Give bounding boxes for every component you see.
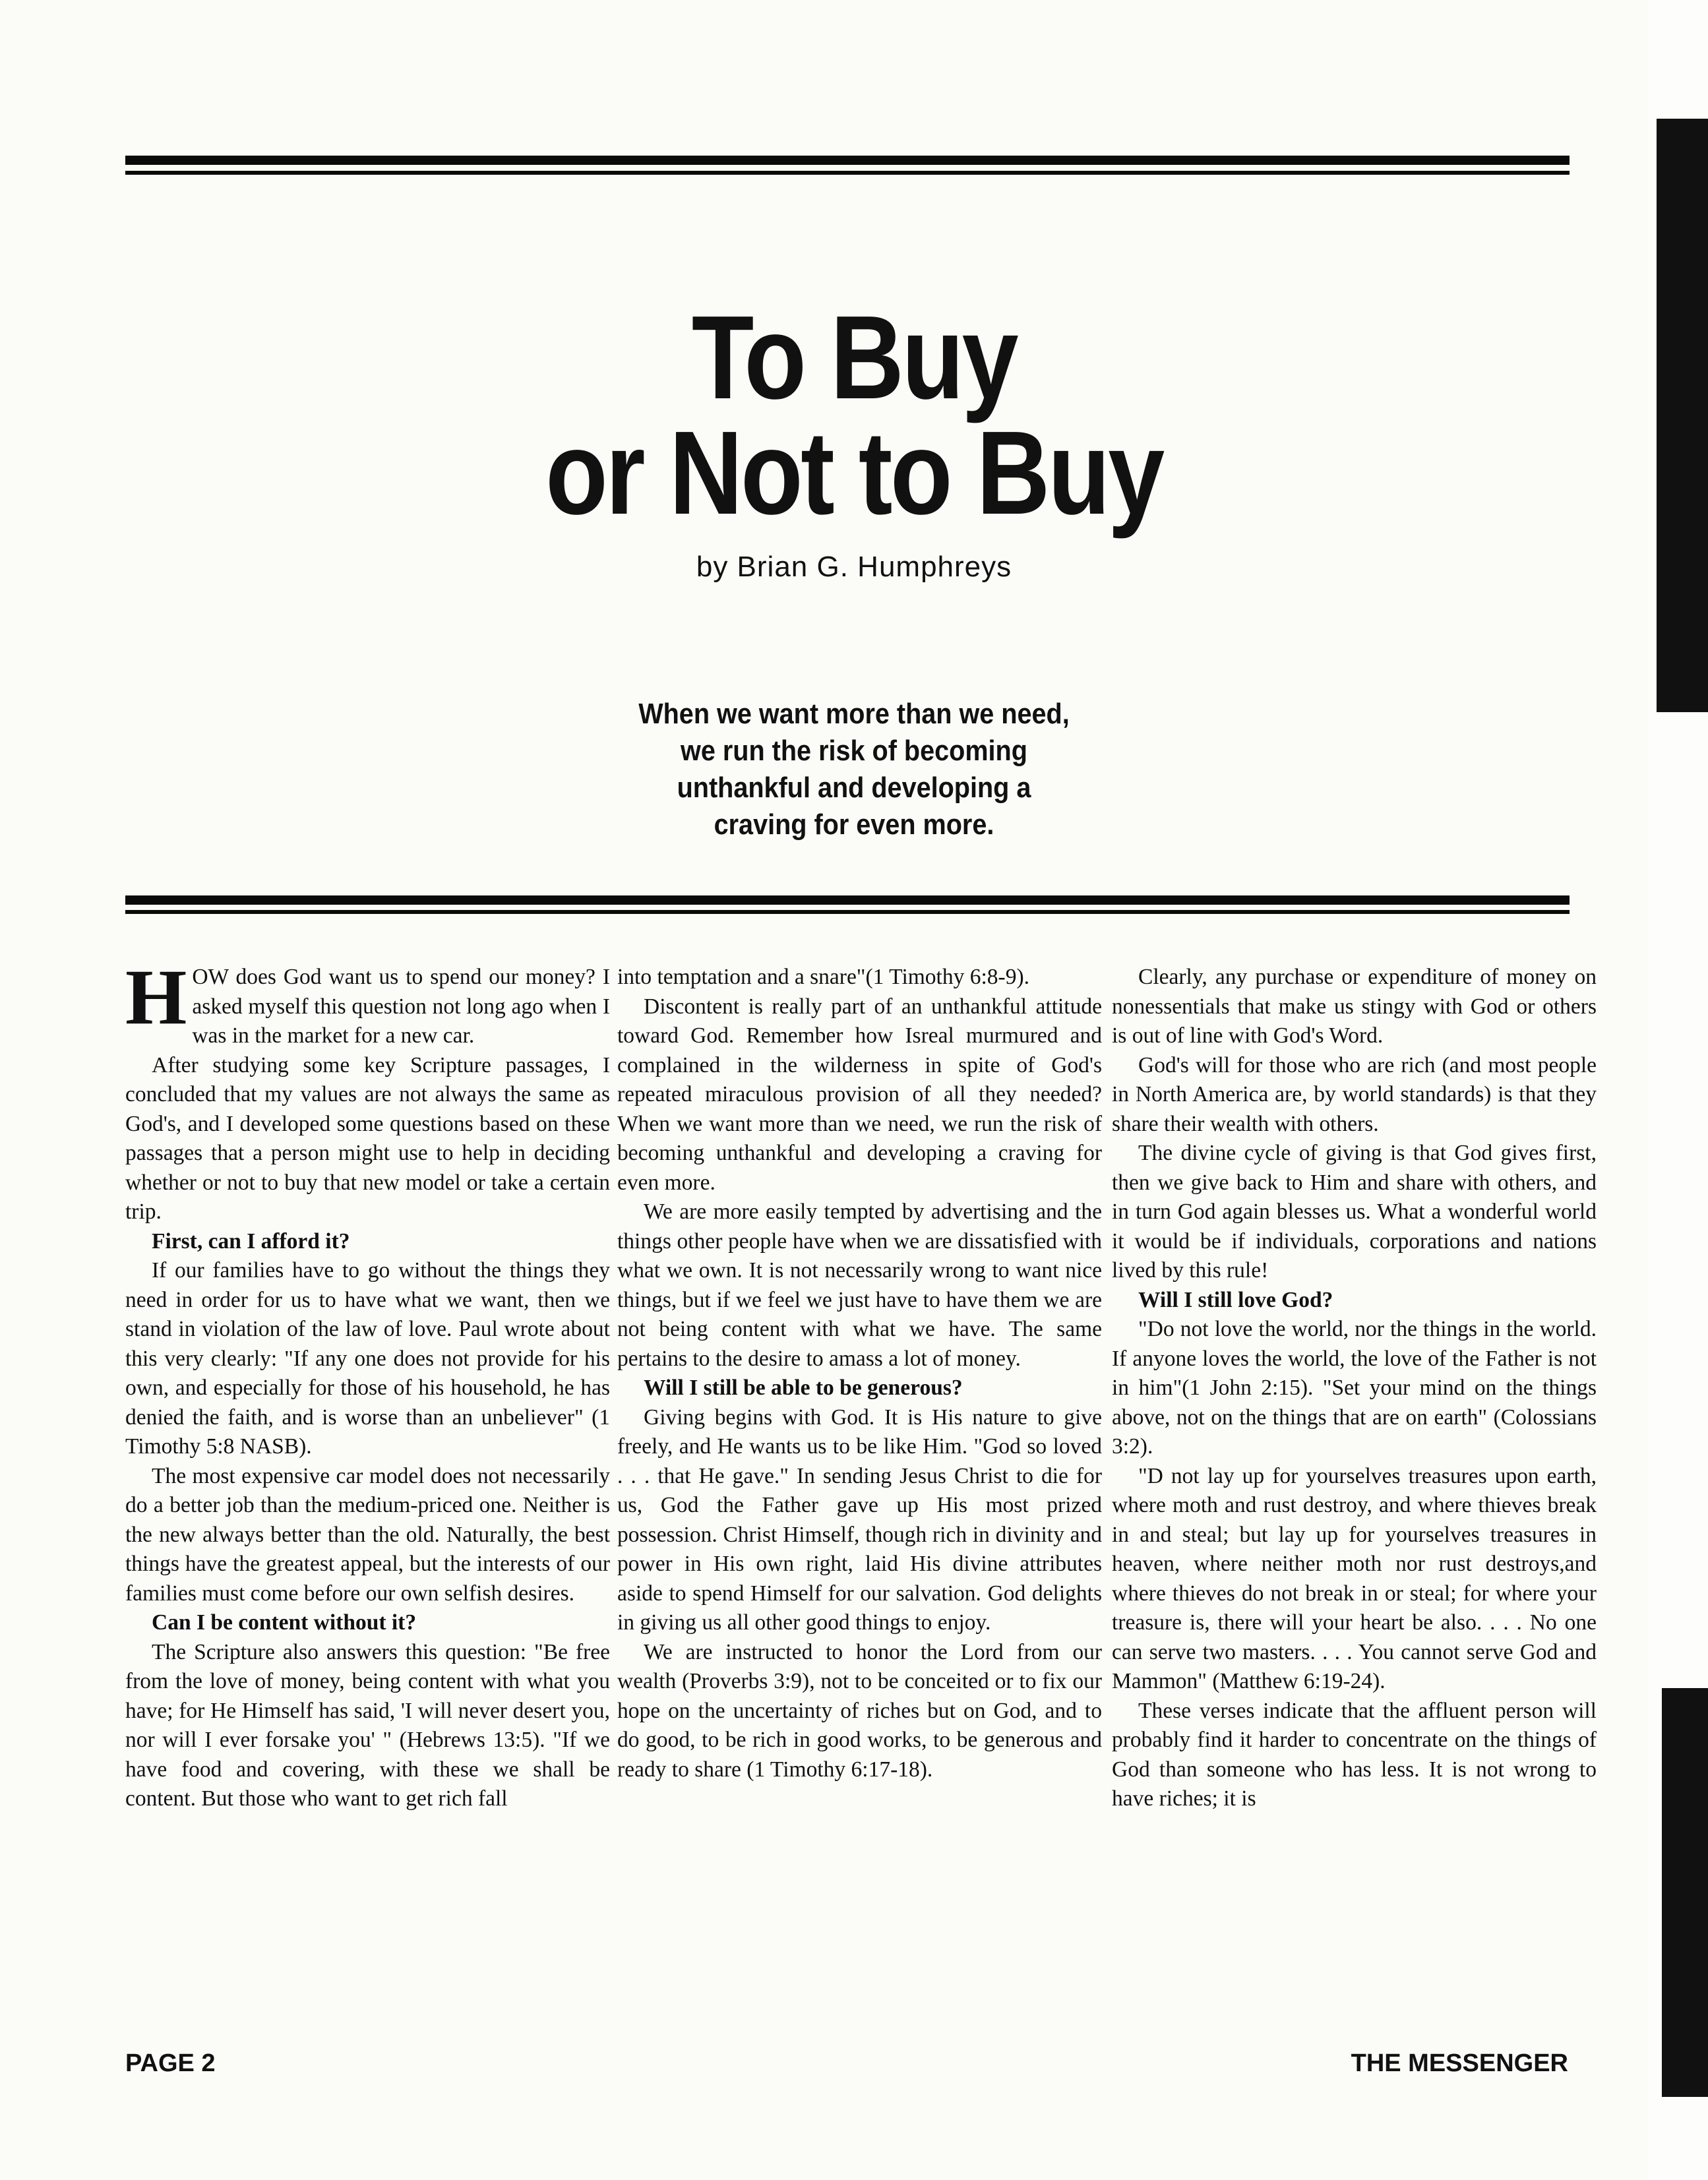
top-rule-thin	[125, 171, 1570, 175]
subheading: First, can I afford it?	[152, 1228, 350, 1254]
paragraph-text: OW does God want us to spend our money? I asked myself this question not long ago when I was in the market for a new car.	[192, 965, 610, 1048]
column-3	[1112, 963, 1597, 1814]
paragraph: The most expensive car model does not necessarily do a better job than the medium-priced one. Neither is the new always better than the old. Naturally, the best things have the greatest appeal, but the interests of our families must come before our own selfish desires.	[125, 1463, 610, 1606]
bottom-rule-thin	[125, 910, 1570, 914]
binding-shadow-top	[1657, 119, 1708, 712]
paragraph: God's will for those who are rich (and most people in North America are, by world standards) is that they share their wealth with others.	[1112, 1052, 1597, 1136]
drop-cap: H	[125, 953, 187, 1041]
subheading: Will I still be able to be generous?	[644, 1376, 963, 1400]
paragraph: Discontent is really part of an unthankful attitude toward God. Remember how Isreal murmured and complained in the wilderness in spite of God's repeated miraculous provision of all they needed? When we want more than we need, we run the risk of becoming unthankful and developing a craving for even more.	[617, 994, 1102, 1195]
top-rule-thick	[125, 156, 1570, 165]
paragraph: Clearly, any purchase or expenditure of money on nonessentials that make us stingy with God or others is out of line with God's Word.	[1112, 965, 1597, 1048]
paragraph: These verses indicate that the affluent person will probably find it harder to concentrate on the things of God than someone who has less. It is not wrong to have riches; it is	[1112, 1698, 1597, 1811]
binding-shadow-bottom	[1662, 1688, 1708, 2097]
paragraph: "D not lay up for yourselves treasures upon earth, where moth and rust destroy, and where thieves break in and steal; but lay up for yourselves treasures in heaven, where neither moth nor rust destroys,and where thieves do not break in or steal; for where your treasure is, there will your heart be also. . . . No one can serve two masters. . . . You cannot serve God and Mammon" (Matthew 6:19-24).	[1112, 1463, 1597, 1693]
paragraph: The Scripture also answers this question: "Be free from the love of money, being content with what you have; for He Himself has said, 'I will never desert you, nor will I ever forsake you' " (Hebrews 13:5). "If we have food and covering, with these we shall be content. But those who want to get rich fall	[125, 1639, 610, 1811]
paragraph: Giving begins with God. It is His nature to give freely, and He wants us to be like Him. "God so loved . . . that He gave." In sending Jesus Christ to die for us, God the Father gave up His most prized possession. Christ Himself, though rich in divinity and power in His own right, laid His divine attributes aside to spend Himself for our salvation. God delights in giving us all other good things to enjoy.	[617, 1405, 1102, 1635]
bottom-rule-thick	[125, 895, 1570, 905]
column-1	[125, 953, 610, 1814]
byline: by Brian G. Humphreys	[696, 551, 1012, 583]
article-title	[119, 291, 1588, 539]
subheading: Will I still love God?	[1138, 1287, 1333, 1312]
pull-quote: When we want more than we need, we run the risk of becoming unthankful and developing a craving for even more.	[638, 698, 1070, 841]
paragraph	[125, 953, 610, 1051]
paragraph: We are more easily tempted by advertising and the things other people have when we are dissatisfied with what we own. It is not necessarily wrong to want nice things, but if we feel we just have to have them we are not being content with what we have. The same pertains to the desire to amass a lot of money.	[617, 1199, 1102, 1371]
paragraph: "Do not love the world, nor the things in the world. If anyone loves the world, the love of the Father is not in him"(1 John 2:15). "Set your mind on the things above, not on the things that are on earth" (Colossians 3:2).	[1112, 1317, 1597, 1459]
paragraph: We are instructed to honor the Lord from our wealth (Proverbs 3:9), not to be conceited or to fix our hope on the uncertainty of riches but on God, and to do good, to be rich in good works, to be generous and ready to share (1 Timothy 6:17-18).	[617, 1639, 1102, 1782]
page-number: PAGE 2	[125, 2049, 216, 2077]
paragraph: The divine cycle of giving is that God gives first, then we give back to Him and share with others, and in turn God again blesses us. What a wonderful world it would be if individuals, corporations and nations lived by this rule!	[1112, 1141, 1597, 1283]
paragraph: If our families have to go without the things they need in order for us to have what we want, then we stand in violation of the law of love. Paul wrote about this very clearly: "If any one does not provide for his own, and especially for those of his household, he has denied the faith, and is worse than an unbeliever" (1 Timothy 5:8 NASB).	[125, 1258, 610, 1459]
publication-name: THE MESSENGER	[1351, 2049, 1568, 2077]
paragraph: into temptation and a snare"(1 Timothy 6:8-9).	[617, 965, 1029, 989]
subheading: Can I be content without it?	[152, 1610, 417, 1635]
paragraph: After studying some key Scripture passages, I concluded that my values are not always the same as God's, and I developed some questions based on these passages that a person might use to help in deciding whether or not to buy that new model or take a certain trip.	[125, 1052, 610, 1224]
title-line-2: or Not to Buy	[545, 407, 1163, 539]
column-2	[617, 963, 1102, 1784]
title-line-1: To Buy	[691, 291, 1017, 424]
